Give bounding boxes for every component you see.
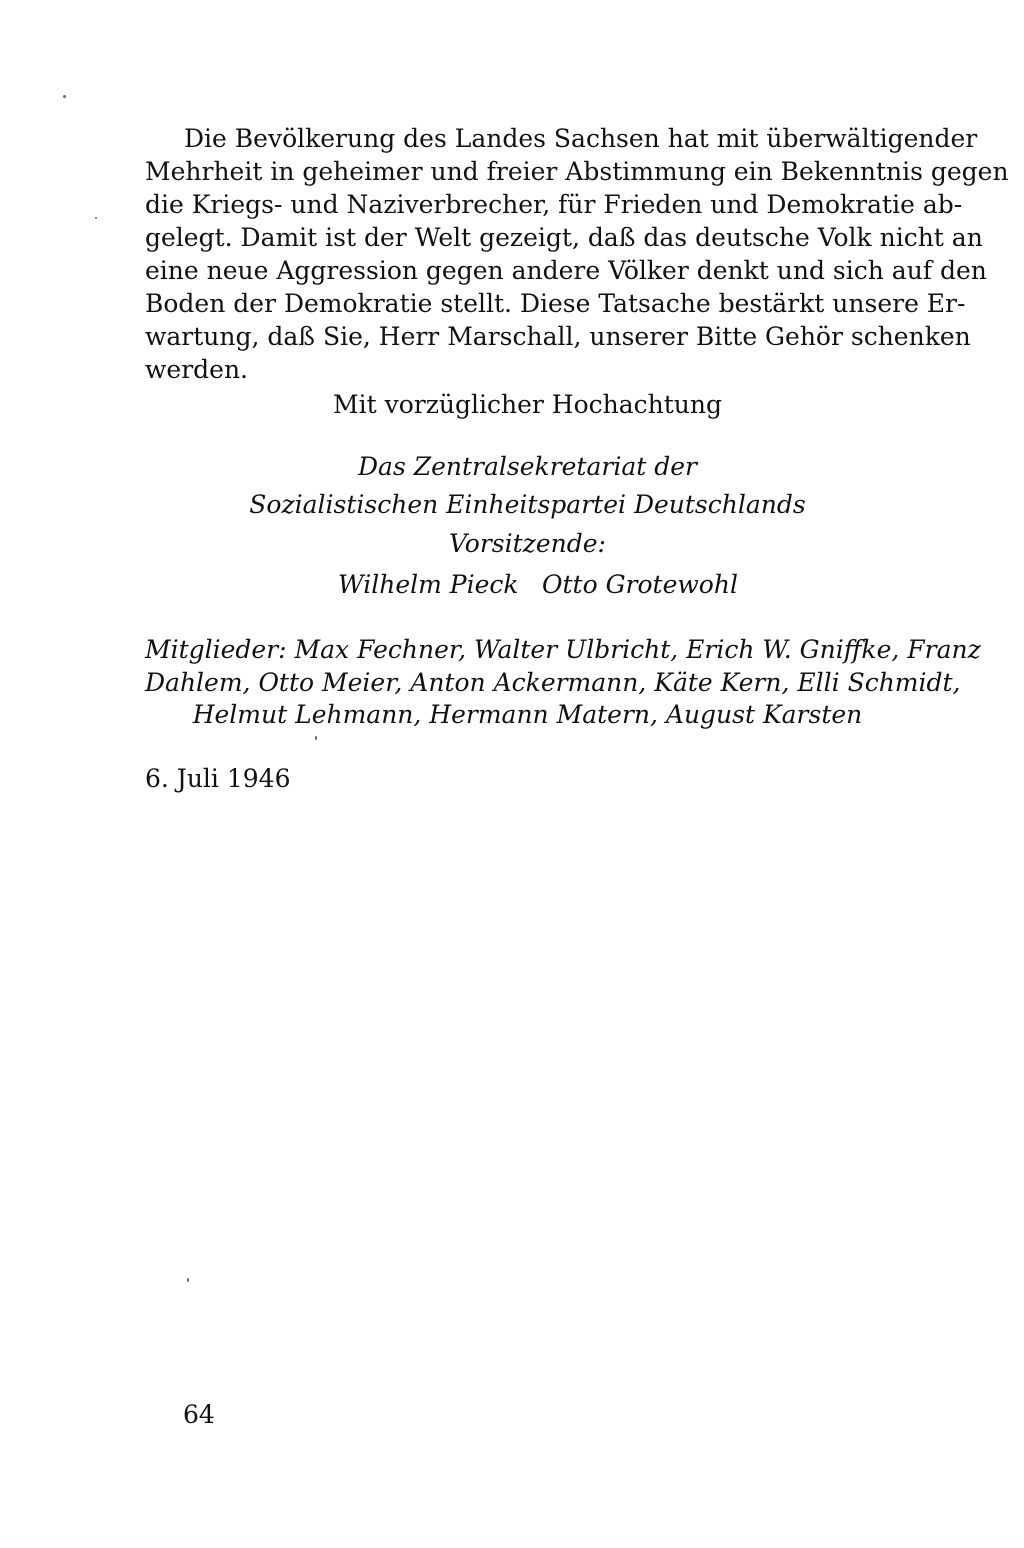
chair-name: Otto Grotewohl <box>542 570 738 599</box>
date: 6. Juli 1946 <box>145 764 291 793</box>
signatory-party: Sozialistischen Einheitspartei Deutschlands <box>249 490 806 519</box>
signatory-organization: Das Zentralsekretariat der <box>358 452 697 481</box>
body-line: Mehrheit in geheimer und freier Abstimmung ein Bekenntnis gegen <box>145 157 1009 186</box>
body-line: die Kriegs- und Naziverbrecher, für Frieden und Demokratie ab- <box>145 190 963 219</box>
print-speck <box>63 95 66 98</box>
members-line: Dahlem, Otto Meier, Anton Ackermann, Käte Kern, Elli Schmidt, <box>145 668 961 697</box>
body-line: Die Bevölkerung des Landes Sachsen hat mit überwältigender <box>184 124 978 153</box>
closing-salutation: Mit vorzüglicher Hochachtung <box>333 390 722 419</box>
page-number: 64 <box>183 1400 215 1429</box>
print-speck <box>95 217 97 219</box>
body-line: werden. <box>145 355 248 384</box>
body-line: wartung, daß Sie, Herr Marschall, unserer Bitte Gehör schenken <box>145 322 971 351</box>
members-line: Helmut Lehmann, Hermann Matern, August Karsten <box>192 700 863 729</box>
body-line: gelegt. Damit ist der Welt gezeigt, daß das deutsche Volk nicht an <box>145 223 983 252</box>
chair-name: Wilhelm Pieck <box>338 570 519 599</box>
print-speck <box>315 736 317 740</box>
members-line: Mitglieder: Max Fechner, Walter Ulbricht, Erich W. Gniffke, Franz <box>145 635 981 664</box>
body-line: Boden der Demokratie stellt. Diese Tatsache bestärkt unsere Er- <box>145 289 966 318</box>
print-speck <box>187 1278 189 1282</box>
signatory-chairs-heading: Vorsitzende: <box>449 529 606 558</box>
body-line: eine neue Aggression gegen andere Völker denkt und sich auf den <box>145 256 987 285</box>
